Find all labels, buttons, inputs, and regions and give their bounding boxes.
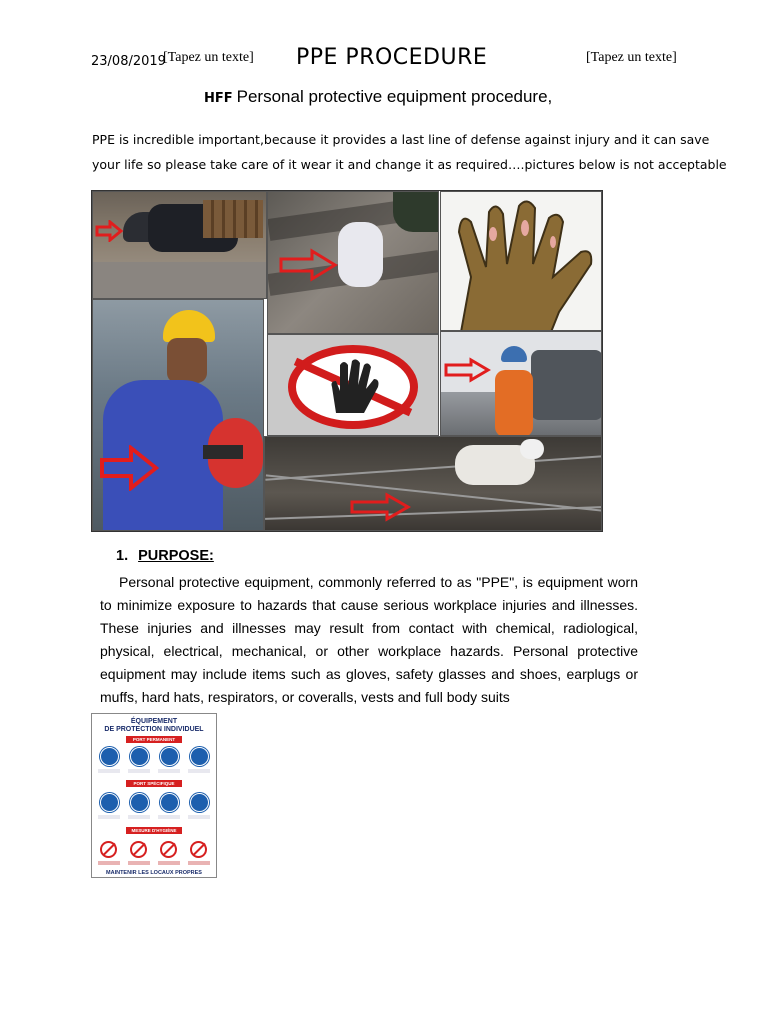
photo-worker-grinding-floor — [92, 191, 267, 299]
intro-paragraph — [92, 127, 727, 177]
no-smoking-icon — [100, 841, 117, 858]
poster-band-specific: PORT SPÉCIFIQUE — [126, 780, 182, 787]
photo-worker-at-grinder-without-gloves — [92, 299, 264, 531]
apron-icon — [190, 793, 209, 812]
ear-protection-icon — [100, 793, 119, 812]
red-arrow-icon — [99, 445, 159, 491]
work-clothes-icon — [190, 747, 209, 766]
section-heading-purpose — [116, 548, 214, 564]
ppe-signage-poster — [91, 713, 217, 878]
safety-glasses-icon — [160, 793, 179, 812]
safety-shoes-icon — [100, 747, 119, 766]
page-title: PPE PROCEDURE — [296, 45, 488, 70]
subtitle-text: Personal protective equipment procedure, — [236, 87, 553, 106]
header-date: 23/08/2019 — [91, 54, 166, 69]
purpose-paragraph — [100, 571, 638, 709]
face-mask-icon — [130, 793, 149, 812]
no-drinking-icon — [160, 841, 177, 858]
poster-footer: MAINTENIR LES LOCAUX PROPRES — [106, 870, 202, 876]
photo-worn-out-glove — [440, 191, 602, 331]
hard-hat-icon — [160, 747, 179, 766]
red-arrow-icon — [349, 492, 411, 522]
intro-line-2: your life so please take care of it wear it and change it as required….pictures below is not acceptable — [92, 157, 727, 172]
header-placeholder-right: [Tapez un texte] — [586, 50, 677, 65]
no-eating-icon — [130, 841, 147, 858]
hand-stop-icon — [326, 357, 382, 415]
purpose-body: Personal protective equipment, commonly referred to as "PPE", is equipment worn to minimize exposure to hazards that cause serious workplace injuries and illnesses. These injuries and illnesses may result from contact with chemical, radiological, physical, electrical, mechanical, or other workplace hazards. Personal protective equipment may include items such as gloves, safety glasses and shoes, earplugs or muffs, hard hats, respirators, or coveralls, vests and full body suits — [100, 574, 638, 705]
photo-worker-on-rebar-without-harness — [264, 436, 602, 531]
document-subtitle — [204, 87, 552, 107]
red-arrow-icon — [278, 248, 338, 282]
poster-title — [92, 718, 216, 734]
red-arrow-icon — [443, 357, 491, 383]
photo-no-hands-warning-sign — [267, 334, 439, 436]
no-phone-icon — [190, 841, 207, 858]
unacceptable-ppe-photo-collage — [91, 190, 603, 532]
poster-title-line-2: DE PROTECTION INDIVIDUEL — [104, 726, 204, 733]
worn-glove-icon — [441, 192, 602, 331]
photo-worker-near-truck — [440, 331, 602, 436]
section-title: PURPOSE: — [138, 548, 214, 564]
poster-band-hygiene: MESURE D'HYGIÈNE — [126, 827, 182, 834]
header-placeholder-left: [Tapez un texte] — [163, 50, 254, 65]
subtitle-prefix: HFF — [204, 91, 233, 106]
intro-line-1: PPE is incredible important,because it provides a last line of defense against injury and it can save — [92, 132, 710, 147]
poster-band-permanent: PORT PERMANENT — [126, 736, 182, 743]
section-number: 1. — [116, 548, 129, 564]
photo-latex-glove-on-metal — [267, 191, 439, 334]
poster-title-line-1: ÉQUIPEMENT — [130, 718, 178, 725]
gloves-icon — [130, 747, 149, 766]
red-arrow-icon — [95, 220, 123, 242]
